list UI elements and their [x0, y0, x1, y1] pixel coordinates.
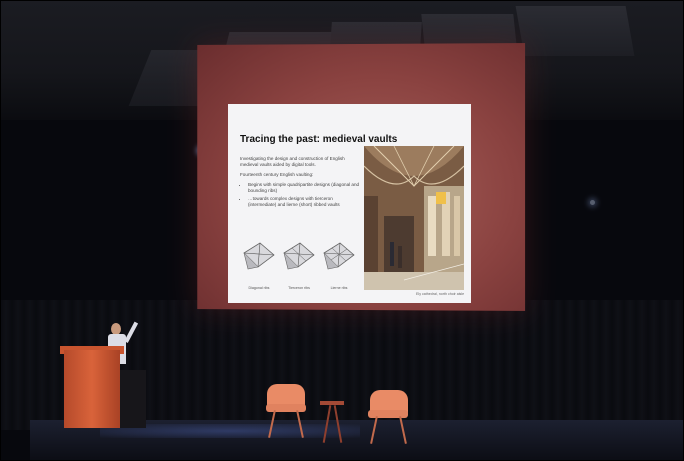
- slide-title: Tracing the past: medieval vaults: [240, 134, 398, 145]
- vault-rib-diagram: [320, 239, 358, 273]
- podium-side: [118, 370, 146, 428]
- chair-seat: [368, 410, 408, 418]
- slide-bullet: • Begins with simple quadripartite designs (diagonal and bounding ribs): [248, 182, 362, 194]
- chair-seat: [266, 404, 306, 412]
- diagram-label: Tierceron ribs: [288, 286, 310, 290]
- podium: [64, 350, 120, 428]
- vault-rib-diagram: [280, 239, 318, 273]
- slide-intro: Investigating the design and construction of English medieval vaults aided by digital tools.: [240, 156, 345, 167]
- slide-bullet: • …towards complex designs with tierceron (intermediate) and lierne (short) ribbed vaults: [248, 196, 362, 208]
- slide-body: [240, 156, 362, 210]
- cathedral-vault-illustration: [364, 146, 464, 290]
- photo-caption: Ely cathedral, north choir aisle: [416, 292, 465, 296]
- presentation-slide: [228, 104, 471, 303]
- diagram-label: Diagonal ribs: [248, 286, 270, 290]
- vault-rib-diagram: [240, 239, 278, 273]
- slide-subheading: Fourteenth century English vaulting:: [240, 172, 314, 177]
- stage-light: [590, 200, 595, 205]
- side-table: [320, 401, 344, 405]
- ceiling-panel: [516, 6, 635, 56]
- diagram-label: Lierne ribs: [330, 286, 348, 290]
- cathedral-vault-photo: [364, 146, 464, 290]
- slide-bullet-list: [240, 182, 362, 208]
